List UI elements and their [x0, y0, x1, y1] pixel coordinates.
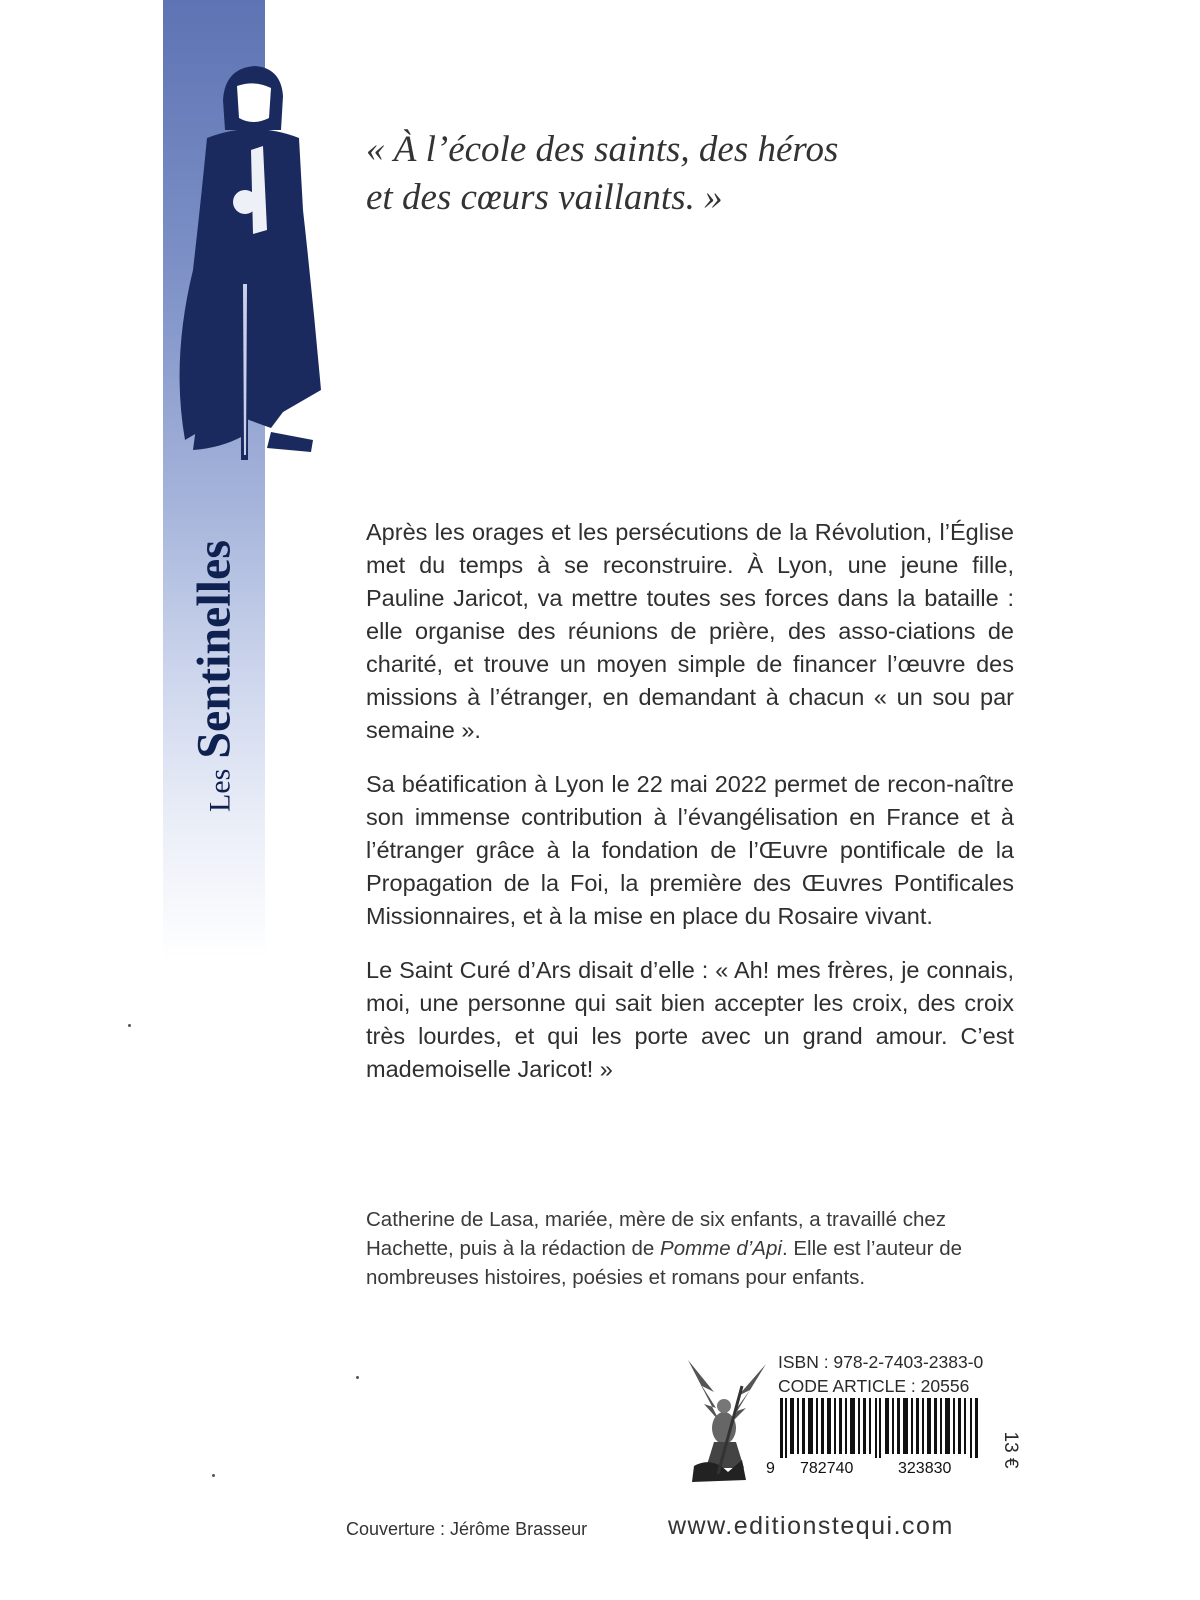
scan-speck	[212, 1474, 215, 1477]
book-summary	[366, 516, 1014, 1107]
price-label: 13 €	[1000, 1431, 1021, 1469]
author-bio	[366, 1205, 1022, 1292]
series-title-sentinelles: Sentinelles	[187, 540, 241, 759]
series-title-vertical	[187, 540, 242, 812]
cover-credit: Couverture : Jérôme Brasseur	[346, 1519, 588, 1539]
code-article-text: CODE ARTICLE : 20556	[778, 1376, 970, 1396]
scan-speck	[128, 1024, 131, 1027]
summary-paragraph: Après les orages et les persécutions de la Révolution, l’Église met du temps à se reconstruire. À Lyon, une jeune fille, Pauline Jaricot, va mettre toutes ses forces dans la bataille : elle organise des réunions de prière, des asso-ciations de charité, et trouve un moyen simple de financer l’œuvre des missions à l’étranger, en demandant à chacun « un sou par semaine ».	[366, 519, 1014, 743]
summary-paragraph: Le Saint Curé d’Ars disait d’elle : « Ah! mes frères, je connais, moi, une personne qui sait bien accepter les croix, des croix très lourdes, et qui les porte avec un grand amour. C’est mademoiselle Jaricot! »	[366, 957, 1014, 1082]
author-bio-text	[366, 1205, 1022, 1292]
series-title-les: Les	[203, 768, 237, 812]
publisher-logo-icon	[682, 1356, 768, 1484]
isbn-block	[778, 1350, 983, 1398]
scan-speck	[356, 1376, 359, 1379]
quote-line-2: et des cœurs vaillants. »	[366, 177, 723, 218]
series-motto-quote	[366, 126, 1066, 222]
quote-line-1: « À l’école des saints, des héros	[366, 129, 839, 170]
isbn-text: ISBN : 978-2-7403-2383-0	[778, 1352, 984, 1372]
magazine-title: Pomme d’Api	[660, 1237, 782, 1260]
barcode-digits-group2: 323830	[898, 1460, 952, 1477]
barcode	[778, 1398, 984, 1458]
publisher-website: www.editionstequi.com	[668, 1512, 954, 1540]
author-bio-part1: Catherine de Lasa, mariée, mère de six enfants, a travaillé chez Hachette, puis à la rédaction de	[366, 1208, 946, 1260]
knight-figure-illustration	[163, 60, 333, 480]
author-bio-part2: . Elle est l’auteur de nombreuses histoires, poésies et romans pour enfants.	[366, 1237, 962, 1289]
summary-paragraph: Sa béatification à Lyon le 22 mai 2022 permet de recon-naître son immense contribution à l’évangélisation en France et à l’étranger grâce à la fondation de l’Œuvre pontificale de la Propagation de la Foi, la première des Œuvres Pontificales Missionnaires, et à la mise en place du Rosaire vivant.	[366, 771, 1014, 929]
barcode-digit-first: 9	[766, 1460, 775, 1477]
barcode-digits-group1: 782740	[800, 1460, 854, 1477]
